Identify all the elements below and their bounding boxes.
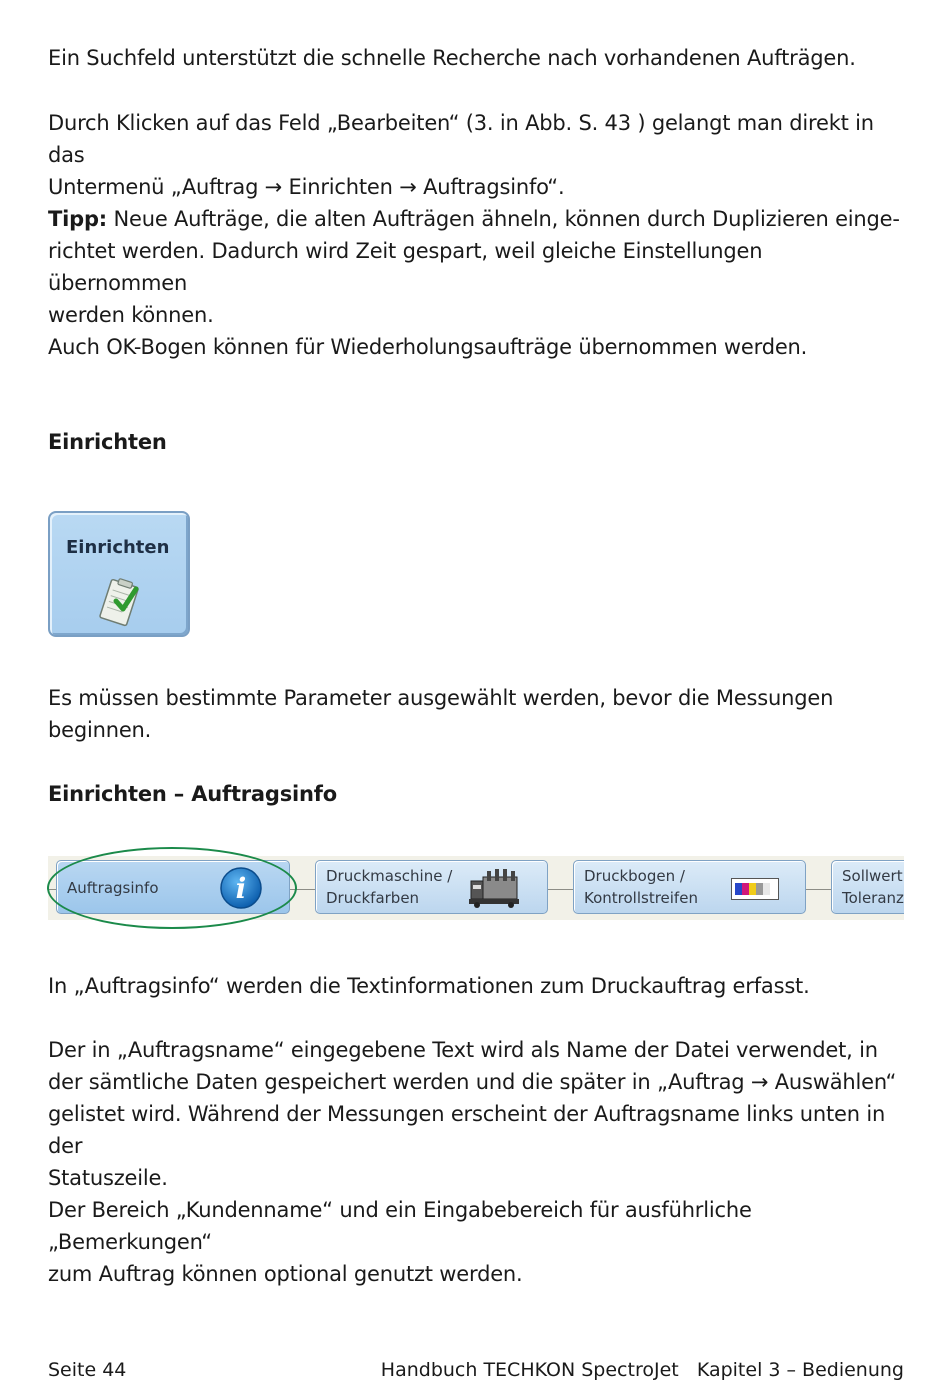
auftragsname-line3: gelistet wird. Während der Messungen erscheint der Auftragsname links unten in der <box>48 1102 886 1158</box>
paragraph-search: Ein Suchfeld unterstützt die schnelle Recherche nach vorhandenen Aufträgen. <box>48 46 856 70</box>
tab-druckbogen-line1: Druckbogen / <box>584 867 685 885</box>
heading-einrichten: Einrichten <box>48 430 167 454</box>
auftragsname-line2: der sämtliche Daten gespeichert werden und die später in „Auftrag → Auswählen“ <box>48 1070 897 1094</box>
tab-sollwert[interactable] <box>831 860 904 914</box>
paragraph-parameters: Es müssen bestimmte Parameter ausgewählt werden, bevor die Messungen beginnen. <box>48 686 834 742</box>
tab-druckbogen[interactable] <box>573 860 806 914</box>
paragraph-auftragsname <box>48 1034 904 1194</box>
tab-druckmaschine-line1: Druckmaschine / <box>326 867 453 885</box>
heading-einrichten-auftragsinfo: Einrichten – Auftragsinfo <box>48 782 337 806</box>
tab-druckbogen-line2: Kontrollstreifen <box>584 889 698 907</box>
svg-text:i: i <box>235 872 247 905</box>
tab-druckmaschine[interactable] <box>315 860 548 914</box>
tab-druckmaschine-line2: Druckfarben <box>326 889 420 907</box>
paragraph-ok-bogen: Auch OK-Bogen können für Wiederholungsaufträge übernommen werden. <box>48 335 808 359</box>
tab-auftragsinfo-label: Auftragsinfo <box>67 879 159 897</box>
printing-press-icon <box>467 867 525 913</box>
tip-line1: Neue Aufträge, die alten Aufträgen ähneln, können durch Duplizieren einge- <box>107 207 900 231</box>
paragraph-kundenname <box>48 1194 904 1290</box>
paragraph-edit <box>48 107 904 203</box>
kundenname-line1: Der Bereich „Kundenname“ und ein Eingabebereich für ausführliche „Bemerkungen“ <box>48 1198 752 1254</box>
paragraph-tip <box>48 203 904 331</box>
auftragsname-line1: Der in „Auftragsname“ eingegebene Text wird als Name der Datei verwendet, in <box>48 1038 878 1062</box>
tip-line2: richtet werden. Dadurch wird Zeit gespart, weil gleiche Einstellungen übernommen <box>48 239 763 295</box>
einrichten-button-label: Einrichten <box>66 537 170 558</box>
paragraph-edit-line2: Untermenü „Auftrag → Einrichten → Auftragsinfo“. <box>48 175 565 199</box>
tip-label: Tipp: <box>48 207 107 231</box>
einrichten-button[interactable] <box>48 511 190 637</box>
auftragsname-line4: Statuszeile. <box>48 1166 168 1190</box>
color-strip-icon <box>731 878 779 904</box>
paragraph-edit-line1: Durch Klicken auf das Feld „Bearbeiten“ (3. in Abb. S. 43 ) gelangt man direkt in das <box>48 111 874 167</box>
tab-sollwert-line1: Sollwert <box>842 867 903 885</box>
highlight-ellipse <box>47 847 297 929</box>
tab-sollwert-line2: Toleranz <box>842 889 904 907</box>
footer-page-number: Seite 44 <box>48 1359 127 1381</box>
clipboard-check-icon <box>96 577 144 639</box>
tip-line3: werden können. <box>48 303 214 327</box>
kundenname-line2: zum Auftrag können optional genutzt werden. <box>48 1262 523 1286</box>
footer-title: Handbuch TECHKON SpectroJet Kapitel 3 – Bedienung <box>380 1359 904 1381</box>
paragraph-auftragsinfo: In „Auftragsinfo“ werden die Textinformationen zum Druckauftrag erfasst. <box>48 974 810 998</box>
